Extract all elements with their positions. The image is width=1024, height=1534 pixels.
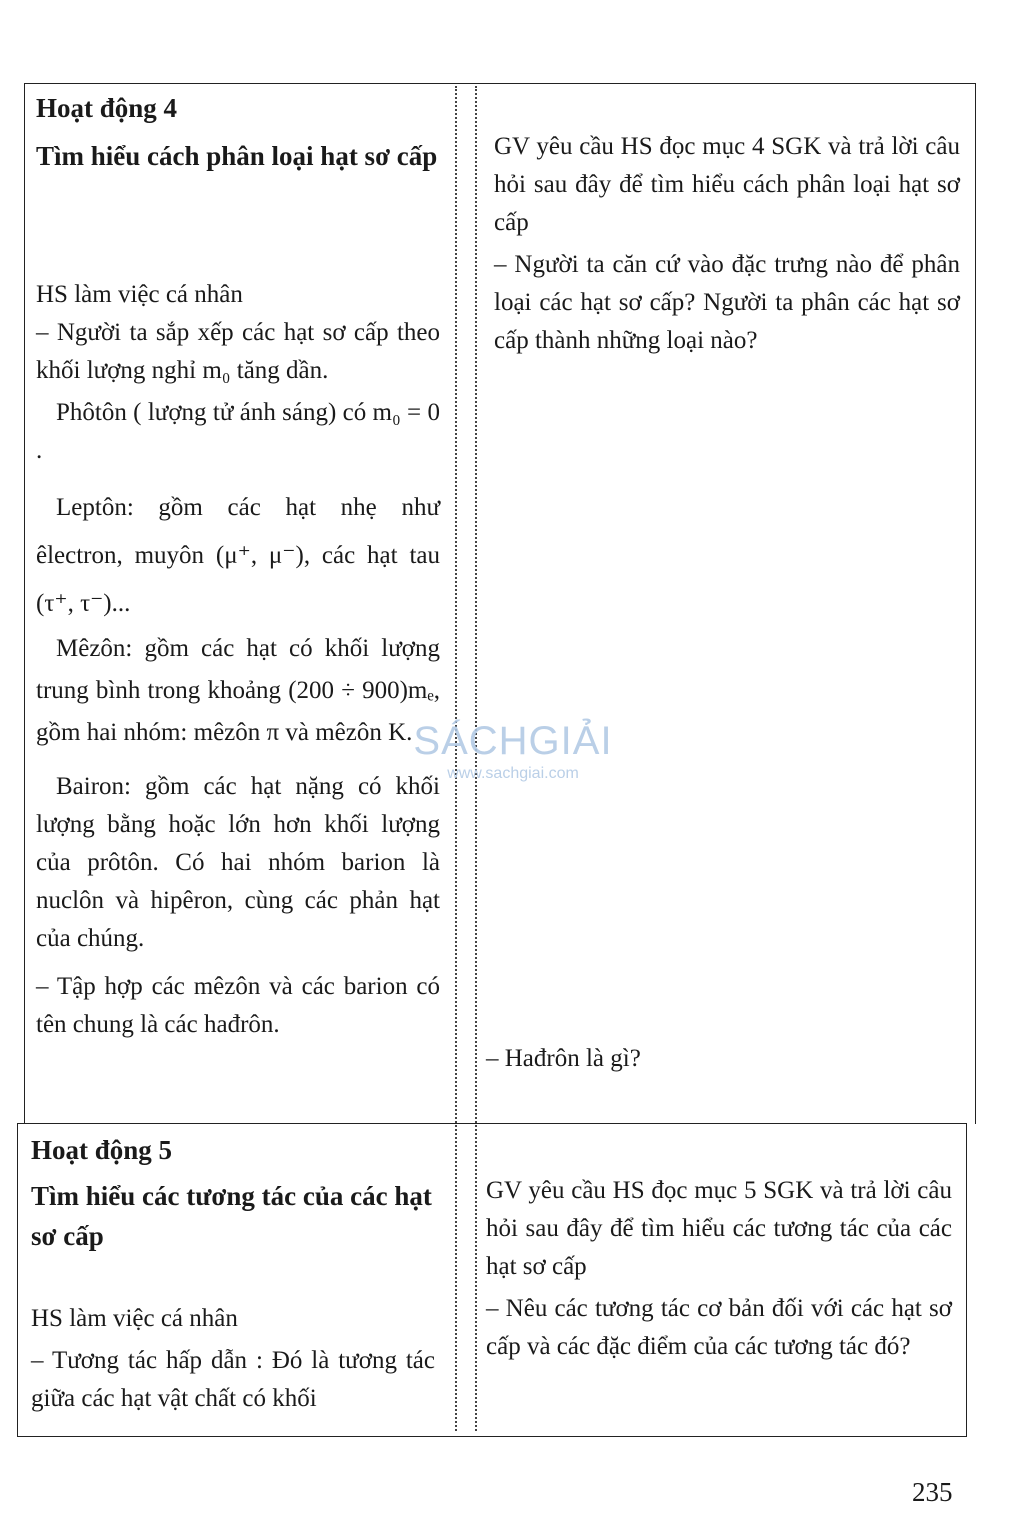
teacher-question: – Người ta căn cứ vào đặc trưng nào để phân loại các hạt sơ cấp? Người ta phân các hạt sơ cấp thành những loại nào? xyxy=(494,251,960,354)
watermark-logo xyxy=(413,718,613,784)
teacher-question: – Nêu các tương tác cơ bản đối với các hạt sơ cấp và các đặc điểm của các tương tác đó? xyxy=(486,1295,952,1360)
activity-4-right-cell xyxy=(494,128,960,360)
activity-5-right-cell xyxy=(486,1172,952,1366)
activity-4-right-question-2 xyxy=(486,1040,952,1078)
activity-5-left-cell xyxy=(31,1130,435,1418)
answer-text: – Người ta sắp xếp các hạt sơ cấp theo khối lượng nghỉ m₀ tăng dần. xyxy=(36,319,440,384)
watermark-brand: SÁCHGIẢI xyxy=(413,719,613,763)
task-text: HS làm việc cá nhân xyxy=(31,1305,238,1332)
task-text: HS làm việc cá nhân xyxy=(36,281,243,308)
activity-heading: Hoạt động 5 xyxy=(31,1135,173,1165)
answer-text: – Tương tác hấp dẫn : Đó là tương tác giữa các hạt vật chất có khối xyxy=(31,1347,435,1412)
hadron-text: – Tập hợp các mêzôn và các barion có tên chung là các hađrôn. xyxy=(36,973,440,1038)
lepton-text: Leptôn: gồm các hạt nhẹ như êlectron, muyôn (μ⁺, μ⁻), các hạt tau (τ⁺, τ⁻)... xyxy=(36,494,440,617)
baryon-text: Bairon: gồm các hạt nặng có khối lượng bằng hoặc lớn hơn khối lượng của prôtôn. Có hai nhóm barion là nuclôn và hipêron, cùng các phản hạt của chúng. xyxy=(36,773,440,952)
activity-title: Tìm hiểu các tương tác của các hạt sơ cấp xyxy=(31,1181,432,1251)
page-number: 235 xyxy=(912,1477,953,1507)
activity-heading: Hoạt động 4 xyxy=(36,93,178,123)
activity-title: Tìm hiểu cách phân loại hạt sơ cấp xyxy=(36,141,438,171)
teacher-instruction: GV yêu cầu HS đọc mục 4 SGK và trả lời câu hỏi sau đây để tìm hiểu cách phân loại hạt sơ cấp xyxy=(494,133,960,236)
meson-text: Mêzôn: gồm các hạt có khối lượng trung bình trong khoảng (200 ÷ 900)mₑ, gồm hai nhóm: mêzôn π và mêzôn K. xyxy=(36,635,440,746)
photon-text: Phôtôn ( lượng tử ánh sáng) có m₀ = 0 . xyxy=(36,399,440,464)
activity-4-left-cell xyxy=(36,88,440,1044)
teacher-question: – Hađrôn là gì? xyxy=(486,1045,641,1072)
watermark-url: www.sachgiai.com xyxy=(447,765,579,782)
teacher-instruction: GV yêu cầu HS đọc mục 5 SGK và trả lời câu hỏi sau đây để tìm hiểu các tương tác của các hạt sơ cấp xyxy=(486,1177,952,1280)
